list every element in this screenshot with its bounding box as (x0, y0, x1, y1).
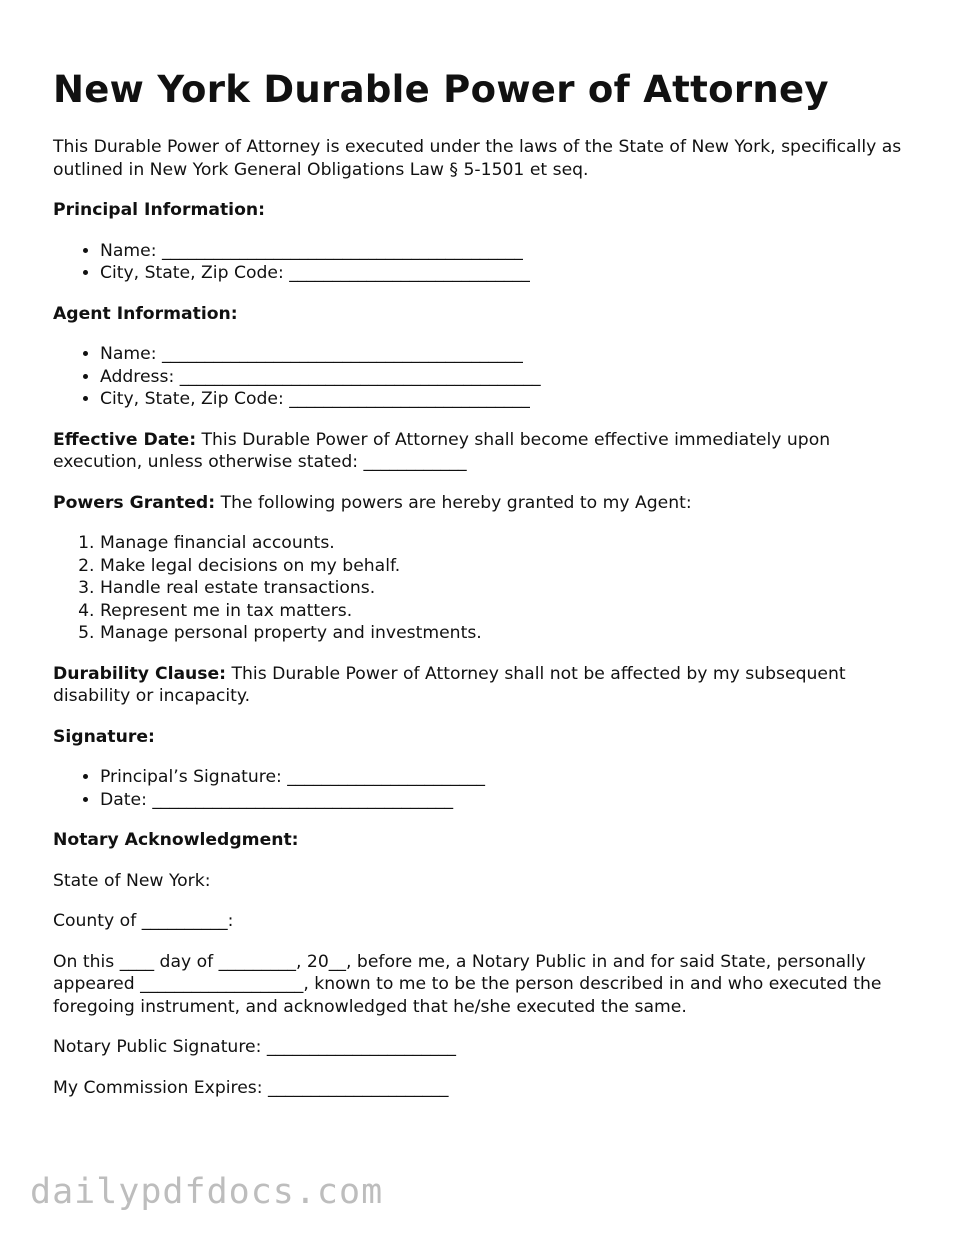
watermark: dailypdfdocs.com (30, 1172, 384, 1212)
intro-paragraph: This Durable Power of Attorney is executed under the laws of the State of New York, specifically as outlined in New York General Obligations Law § 5-1501 et seq. (53, 137, 902, 180)
powers-list (53, 532, 913, 645)
power-item: 2. Make legal decisions on my behalf. (100, 555, 913, 578)
notary-commission-field: My Commission Expires: _____________________ (53, 1077, 449, 1098)
principal-heading: Principal Information: (53, 200, 265, 220)
signature-heading: Signature: (53, 726, 155, 747)
agent-fields (53, 343, 913, 411)
powers-paragraph (53, 492, 913, 515)
powers-text: The following powers are hereby granted to my Agent: (215, 492, 692, 513)
powers-label: Powers Granted: (53, 492, 216, 513)
principal-signature-field: • Principal’s Signature: _______________________ (100, 766, 913, 789)
document-title: New York Durable Power of Attorney (53, 68, 829, 111)
power-item: 4. Represent me in tax matters. (100, 600, 913, 623)
notary-county: County of __________: (53, 911, 234, 931)
signature-date-field: • Date: ___________________________________ (100, 789, 913, 812)
durability-paragraph (53, 663, 913, 708)
agent-heading: Agent Information: (53, 303, 238, 324)
agent-city-field: • City, State, Zip Code: ____________________________ (100, 388, 913, 411)
notary-heading: Notary Acknowledgment: (53, 830, 299, 850)
notary-signature-field: Notary Public Signature: ______________________ (53, 1037, 456, 1057)
power-item: 3. Handle real estate transactions. (100, 577, 913, 600)
power-item: 5. Manage personal property and investments. (100, 622, 913, 645)
notary-statement: On this ____ day of _________, 20__, before me, a Notary Public in and for said State, personally appeared ___________________, known to me to be the person described in and who executed the foregoing instrument, and acknowledged that he/she executed the same. (53, 951, 882, 1017)
effective-date-label: Effective Date: (53, 429, 197, 450)
effective-date-text: This Durable Power of Attorney shall become effective immediately upon execution, unless otherwise stated: ____________ (53, 429, 831, 472)
signature-fields (53, 766, 913, 811)
agent-name-field: • Name: __________________________________________ (100, 343, 913, 366)
principal-fields (53, 240, 913, 285)
principal-city-field: • City, State, Zip Code: ____________________________ (100, 262, 913, 285)
principal-name-field: • Name: __________________________________________ (100, 240, 913, 263)
durability-label: Durability Clause: (53, 663, 227, 684)
notary-state: State of New York: (53, 870, 211, 891)
durability-text: This Durable Power of Attorney shall not be affected by my subsequent disability or incapacity. (53, 663, 846, 706)
agent-address-field: • Address: __________________________________________ (100, 366, 913, 389)
effective-date-paragraph (53, 429, 913, 474)
power-item: 1. Manage financial accounts. (100, 532, 913, 555)
document-page (53, 66, 913, 1117)
